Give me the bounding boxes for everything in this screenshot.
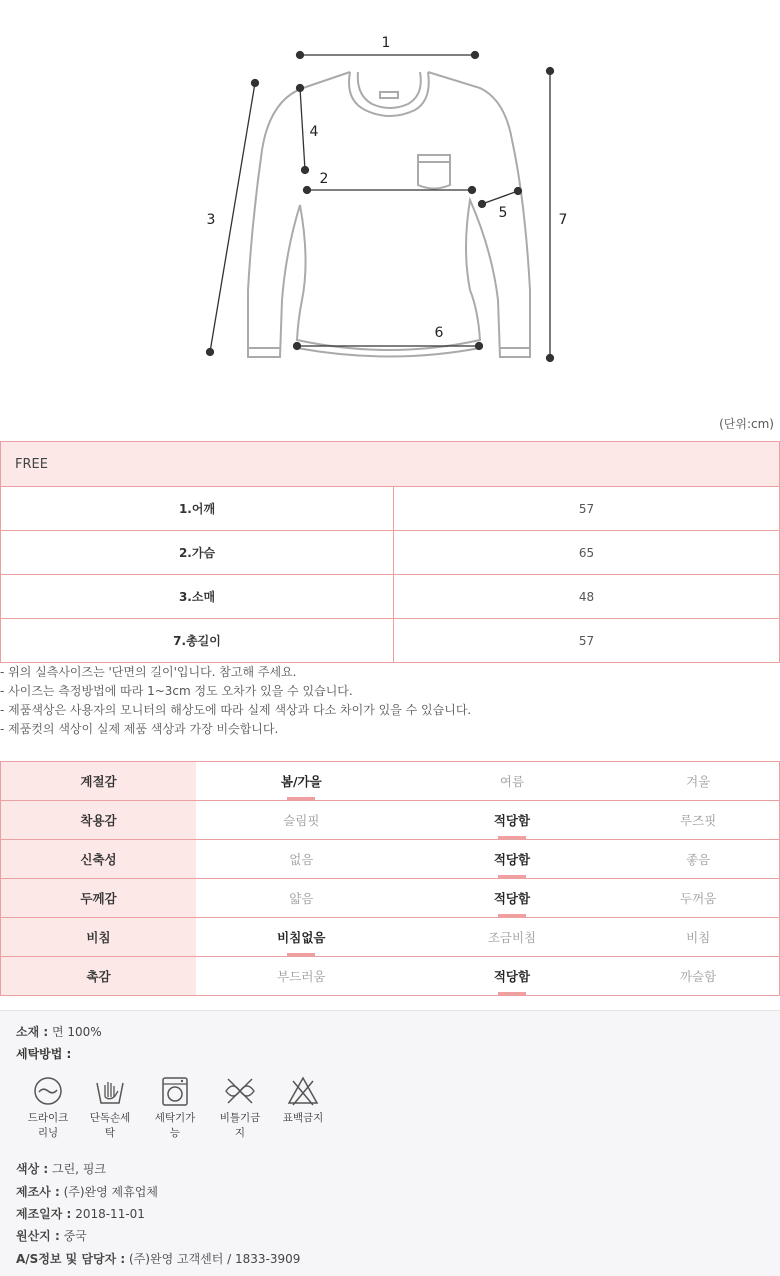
note: - 사이즈는 측정방법에 따라 1~3cm 정도 오차가 있을 수 있습니다. bbox=[0, 684, 353, 698]
attribute-name: 착용감 bbox=[1, 801, 197, 840]
attribute-table bbox=[0, 761, 780, 996]
attribute-name: 계절감 bbox=[1, 762, 197, 801]
size-header: FREE bbox=[1, 442, 780, 487]
maker-value: (주)완영 제휴업체 bbox=[63, 1185, 158, 1199]
origin-row bbox=[16, 1227, 87, 1244]
attribute-option: 겨울 bbox=[617, 762, 779, 801]
attribute-option-selected: 적당함 bbox=[407, 957, 618, 996]
attribute-name: 신축성 bbox=[1, 840, 197, 879]
date-value: 2018-11-01 bbox=[75, 1207, 145, 1221]
attribute-row bbox=[1, 957, 780, 996]
attribute-option: 부드러움 bbox=[196, 957, 407, 996]
note: - 제품색상은 사용자의 모니터의 해상도에 따라 실제 색상과 다소 차이가 있을 수 있습니다. bbox=[0, 703, 472, 717]
attribute-option: 없음 bbox=[196, 840, 407, 879]
size-notes bbox=[0, 663, 471, 739]
row-value: 65 bbox=[394, 531, 780, 575]
attribute-option-selected: 적당함 bbox=[407, 801, 618, 840]
attribute-option: 루즈핏 bbox=[617, 801, 779, 840]
row-value: 57 bbox=[394, 619, 780, 663]
maker-row bbox=[16, 1183, 158, 1200]
attribute-row bbox=[1, 801, 780, 840]
no-wring-icon bbox=[223, 1075, 257, 1107]
care-item bbox=[210, 1075, 270, 1141]
note: - 제품컷의 색상이 실제 제품 색상과 가장 비슷합니다. bbox=[0, 722, 279, 736]
care-item bbox=[145, 1075, 205, 1141]
care-label: 능 bbox=[169, 1127, 181, 1139]
care-label: 단독손세 bbox=[89, 1112, 131, 1124]
origin-label: 원산지 : bbox=[16, 1229, 60, 1243]
label-1: 1 bbox=[381, 35, 391, 51]
row-label: 7.총길이 bbox=[1, 619, 394, 663]
table-row bbox=[1, 619, 780, 663]
row-label: 3.소매 bbox=[1, 575, 394, 619]
origin-value: 중국 bbox=[63, 1229, 87, 1243]
care-label: 비틀기금 bbox=[219, 1112, 261, 1124]
date-row bbox=[16, 1205, 145, 1222]
attribute-option-selected: 적당함 bbox=[407, 879, 618, 918]
label-3: 3 bbox=[206, 212, 216, 228]
as-row bbox=[16, 1250, 300, 1267]
attribute-option: 슬림핏 bbox=[196, 801, 407, 840]
product-info bbox=[0, 1010, 780, 1276]
label-6: 6 bbox=[434, 325, 444, 341]
care-item bbox=[18, 1075, 78, 1141]
attribute-option: 비침 bbox=[617, 918, 779, 957]
row-value: 57 bbox=[394, 487, 780, 531]
material-label: 소재 : bbox=[16, 1025, 49, 1039]
maker-label: 제조사 : bbox=[16, 1185, 60, 1199]
attribute-row bbox=[1, 918, 780, 957]
attribute-option-selected: 비침없음 bbox=[196, 918, 407, 957]
care-label: 세탁기가 bbox=[154, 1112, 196, 1124]
dry-clean-icon bbox=[32, 1075, 64, 1107]
label-4: 4 bbox=[309, 124, 319, 140]
attribute-option: 여름 bbox=[407, 762, 618, 801]
attribute-option: 좋음 bbox=[617, 840, 779, 879]
table-row bbox=[1, 575, 780, 619]
care-label: 지 bbox=[234, 1127, 246, 1139]
note: - 위의 실측사이즈는 '단면의 길이'입니다. 참고해 주세요. bbox=[0, 665, 297, 679]
attribute-name: 두께감 bbox=[1, 879, 197, 918]
attribute-option: 조금비침 bbox=[407, 918, 618, 957]
row-value: 48 bbox=[394, 575, 780, 619]
material-row bbox=[16, 1023, 102, 1040]
row-label: 2.가슴 bbox=[1, 531, 394, 575]
hand-wash-icon bbox=[94, 1075, 126, 1107]
washing-machine-icon bbox=[159, 1075, 191, 1107]
color-label: 색상 : bbox=[16, 1162, 49, 1176]
attribute-option-selected: 봄/가을 bbox=[196, 762, 407, 801]
label-7: 7 bbox=[558, 212, 568, 228]
care-item bbox=[273, 1075, 333, 1126]
as-value: (주)완영 고객센터 / 1833-3909 bbox=[129, 1252, 301, 1266]
material-value: 면 100% bbox=[52, 1025, 102, 1039]
no-bleach-icon bbox=[287, 1075, 319, 1107]
measurement-diagram bbox=[0, 0, 780, 400]
attribute-row bbox=[1, 762, 780, 801]
attribute-option: 두꺼움 bbox=[617, 879, 779, 918]
attribute-option: 까슬함 bbox=[617, 957, 779, 996]
date-label: 제조일자 : bbox=[16, 1207, 72, 1221]
attribute-row bbox=[1, 879, 780, 918]
attribute-option-selected: 적당함 bbox=[407, 840, 618, 879]
label-2: 2 bbox=[319, 171, 329, 187]
attribute-name: 비침 bbox=[1, 918, 197, 957]
care-label: 드라이크 bbox=[27, 1112, 69, 1124]
attribute-row bbox=[1, 840, 780, 879]
color-value: 그린, 핑크 bbox=[52, 1162, 106, 1176]
as-label: A/S정보 및 담당자 : bbox=[16, 1252, 126, 1266]
wash-row bbox=[16, 1045, 71, 1062]
label-5: 5 bbox=[498, 205, 508, 221]
care-label: 표백금지 bbox=[282, 1112, 324, 1124]
attribute-name: 촉감 bbox=[1, 957, 197, 996]
wash-label: 세탁방법 : bbox=[16, 1047, 72, 1061]
color-row bbox=[16, 1160, 106, 1177]
row-label: 1.어깨 bbox=[1, 487, 394, 531]
sweater-outline bbox=[248, 72, 530, 357]
care-label: 탁 bbox=[104, 1127, 116, 1139]
table-row bbox=[1, 531, 780, 575]
attribute-option: 얇음 bbox=[196, 879, 407, 918]
unit-label: (단위:cm) bbox=[719, 417, 774, 431]
table-row bbox=[1, 487, 780, 531]
care-item bbox=[80, 1075, 140, 1141]
care-label: 리닝 bbox=[37, 1127, 59, 1139]
size-table bbox=[0, 441, 780, 663]
